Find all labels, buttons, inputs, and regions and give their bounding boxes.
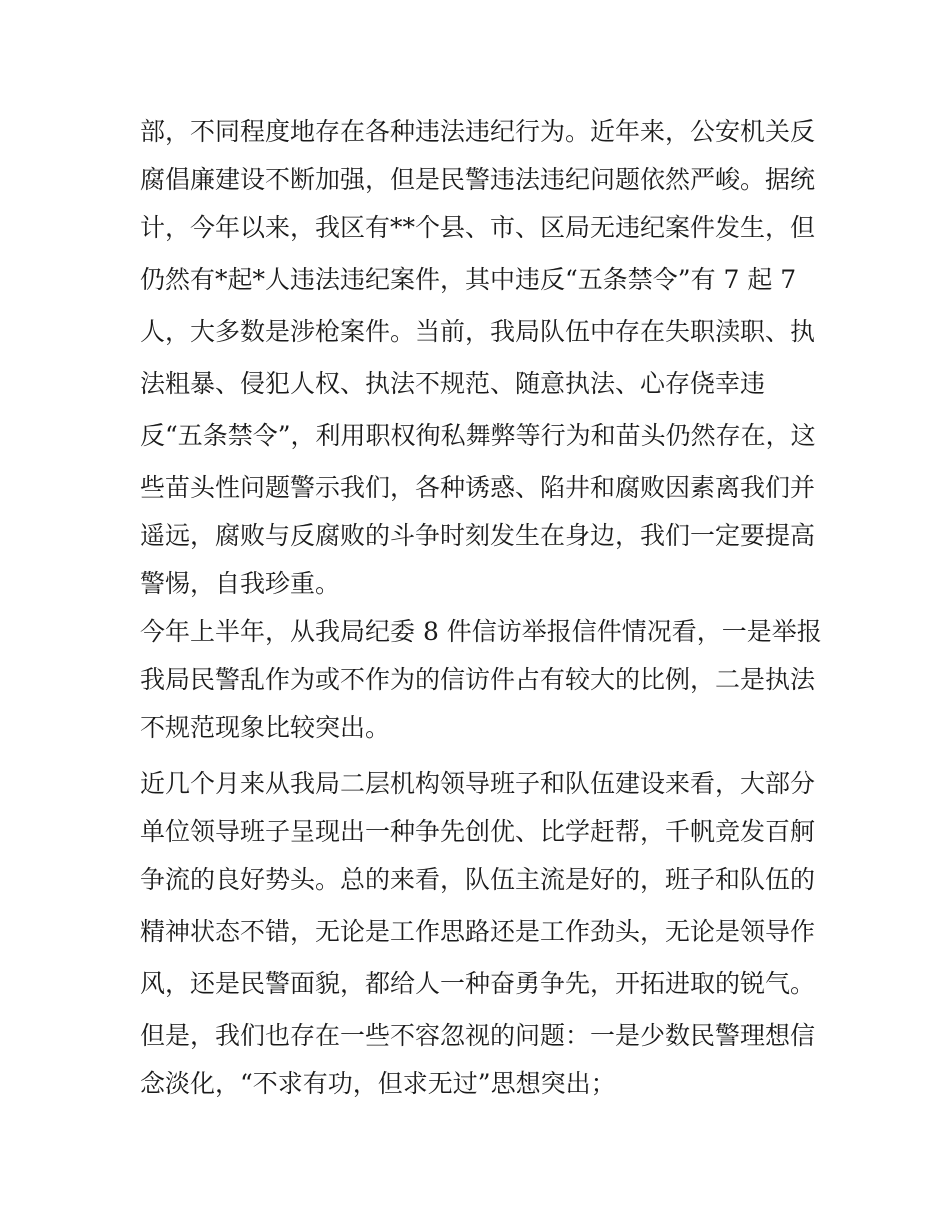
text-line: 遥远，腐败与反腐败的斗争时刻发生在身边，我们一定要提高 xyxy=(140,521,816,550)
text-line: 争流的良好势头。总的来看，队伍主流是好的，班子和队伍的 xyxy=(140,865,816,894)
text-line: 但是，我们也存在一些不容忽视的问题：一是少数民警理想信 xyxy=(140,1021,816,1050)
paragraph-start-line: 近几个月来从我局二层机构领导班子和队伍建设来看，大部分 xyxy=(140,769,816,798)
text-line: 我局民警乱作为或不作为的信访件占有较大的比例，二是执法 xyxy=(140,665,816,694)
text-line: 警惕，自我珍重。 xyxy=(140,569,341,598)
text-line: 风，还是民警面貌，都给人一种奋勇争先，开拓进取的锐气。 xyxy=(140,969,816,998)
text-line: 法粗暴、侵犯人权、执法不规范、随意执法、心存侥幸违 xyxy=(140,369,766,398)
text-line: 反“五条禁令”，利用职权徇私舞弊等行为和苗头仍然存在，这 xyxy=(140,421,816,450)
text-line: 腐倡廉建设不断加强，但是民警违法违纪问题依然严峻。据统 xyxy=(140,165,816,194)
text-line: 些苗头性问题警示我们，各种诱惑、陷井和腐败因素离我们并 xyxy=(140,473,816,502)
text-line: 念淡化，“不求有功，但求无过”思想突出； xyxy=(140,1069,616,1098)
text-line: 仍然有*起*人违法违纪案件，其中违反“五条禁令”有 7 起 7 xyxy=(140,265,797,294)
text-line: 人，大多数是涉枪案件。当前，我局队伍中存在失职渎职、执 xyxy=(140,317,816,346)
text-line: 计，今年以来，我区有**个县、市、区局无违纪案件发生，但 xyxy=(140,213,816,242)
text-line: 精神状态不错，无论是工作思路还是工作劲头，无论是领导作 xyxy=(140,917,816,946)
text-line: 单位领导班子呈现出一种争先创优、比学赶帮，千帆竞发百舸 xyxy=(140,817,816,846)
text-line: 不规范现象比较突出。 xyxy=(140,713,391,742)
text-line: 部，不同程度地存在各种违法违纪行为。近年来，公安机关反 xyxy=(140,117,816,146)
paragraph-start-line: 今年上半年，从我局纪委 8 件信访举报信件情况看，一是举报 xyxy=(140,617,822,646)
